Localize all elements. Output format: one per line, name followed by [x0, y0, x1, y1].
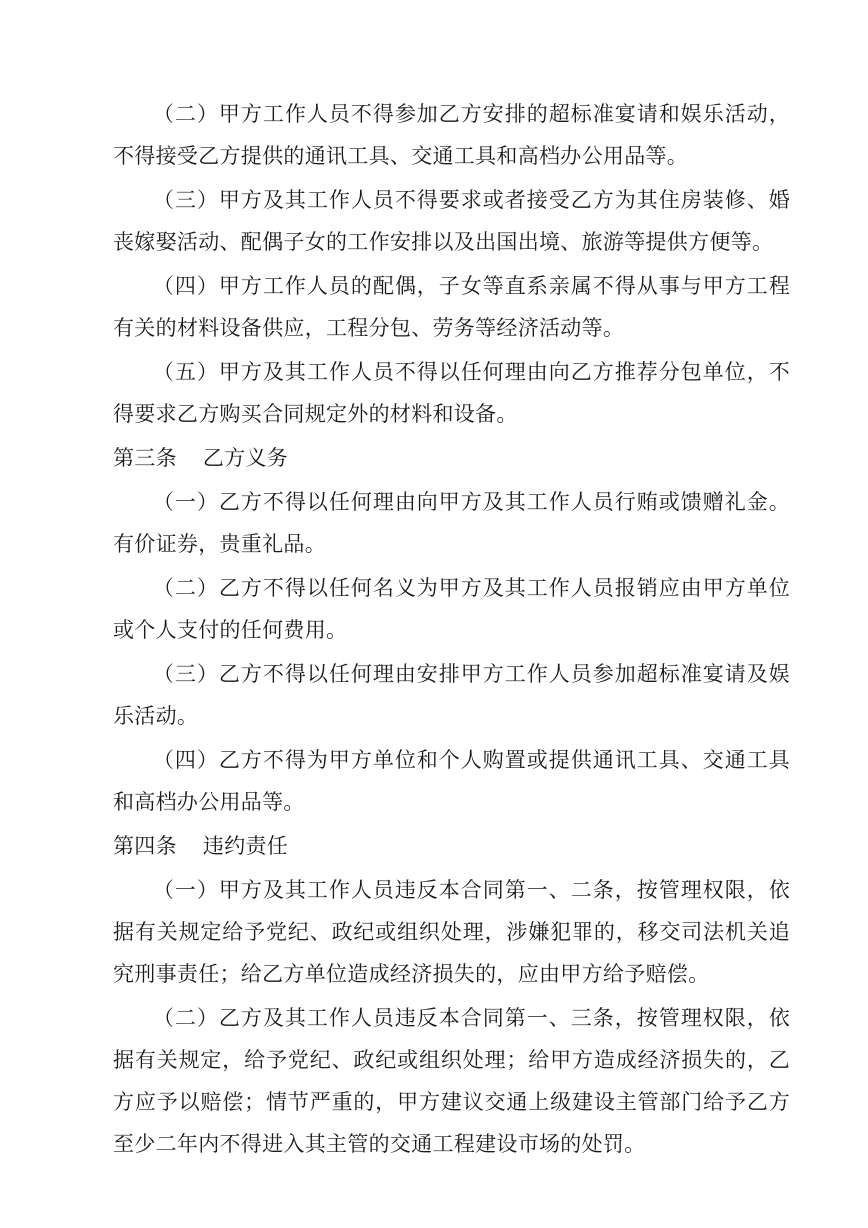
article-title: 乙方义务 [202, 446, 289, 470]
clause-paragraph: （五）甲方及其工作人员不得以任何理由向乙方推荐分包单位，不得要求乙方购买合同规定外的材料和设备。 [113, 360, 790, 426]
document-body [113, 93, 790, 1167]
article-heading-3 [113, 437, 790, 479]
article-heading-4 [113, 825, 790, 867]
clause-paragraph: （二）甲方工作人员不得参加乙方安排的超标准宴请和娱乐活动，不得接受乙方提供的通讯工具、交通工具和高档办公用品等。 [113, 102, 790, 168]
clause-paragraph: （三）乙方不得以任何理由安排甲方工作人员参加超标准宴请及娱乐活动。 [113, 662, 790, 728]
clause-paragraph: （二）乙方不得以任何名义为甲方及其工作人员报销应由甲方单位或个人支付的任何费用。 [113, 576, 790, 642]
article-title: 违约责任 [202, 834, 289, 858]
clause-paragraph: （四）乙方不得为甲方单位和个人购置或提供通讯工具、交通工具和高档办公用品等。 [113, 748, 790, 814]
clause-paragraph: （一）甲方及其工作人员违反本合同第一、二条，按管理权限，依据有关规定给予党纪、政纪或组织处理，涉嫌犯罪的，移交司法机关追究刑事责任；给乙方单位造成经济损失的，应由甲方给予赔偿。 [113, 878, 790, 986]
clause-paragraph: （二）乙方及其工作人员违反本合同第一、三条，按管理权限，依据有关规定，给予党纪、政纪或组织处理；给甲方造成经济损失的，乙方应予以赔偿；情节严重的，甲方建议交通上级建设主管部门给予乙方至少二年内不得进入其主管的交通工程建设市场的处罚。 [113, 1006, 790, 1156]
clause-paragraph: （一）乙方不得以任何理由向甲方及其工作人员行贿或馈赠礼金。有价证券，贵重礼品。 [113, 490, 790, 556]
article-number: 第三条 [113, 446, 177, 470]
clause-paragraph: （三）甲方及其工作人员不得要求或者接受乙方为其住房装修、婚丧嫁娶活动、配偶子女的工作安排以及出国出境、旅游等提供方便等。 [113, 188, 790, 254]
article-number: 第四条 [113, 834, 177, 858]
clause-paragraph: （四）甲方工作人员的配偶，子女等直系亲属不得从事与甲方工程有关的材料设备供应，工程分包、劳务等经济活动等。 [113, 274, 790, 340]
